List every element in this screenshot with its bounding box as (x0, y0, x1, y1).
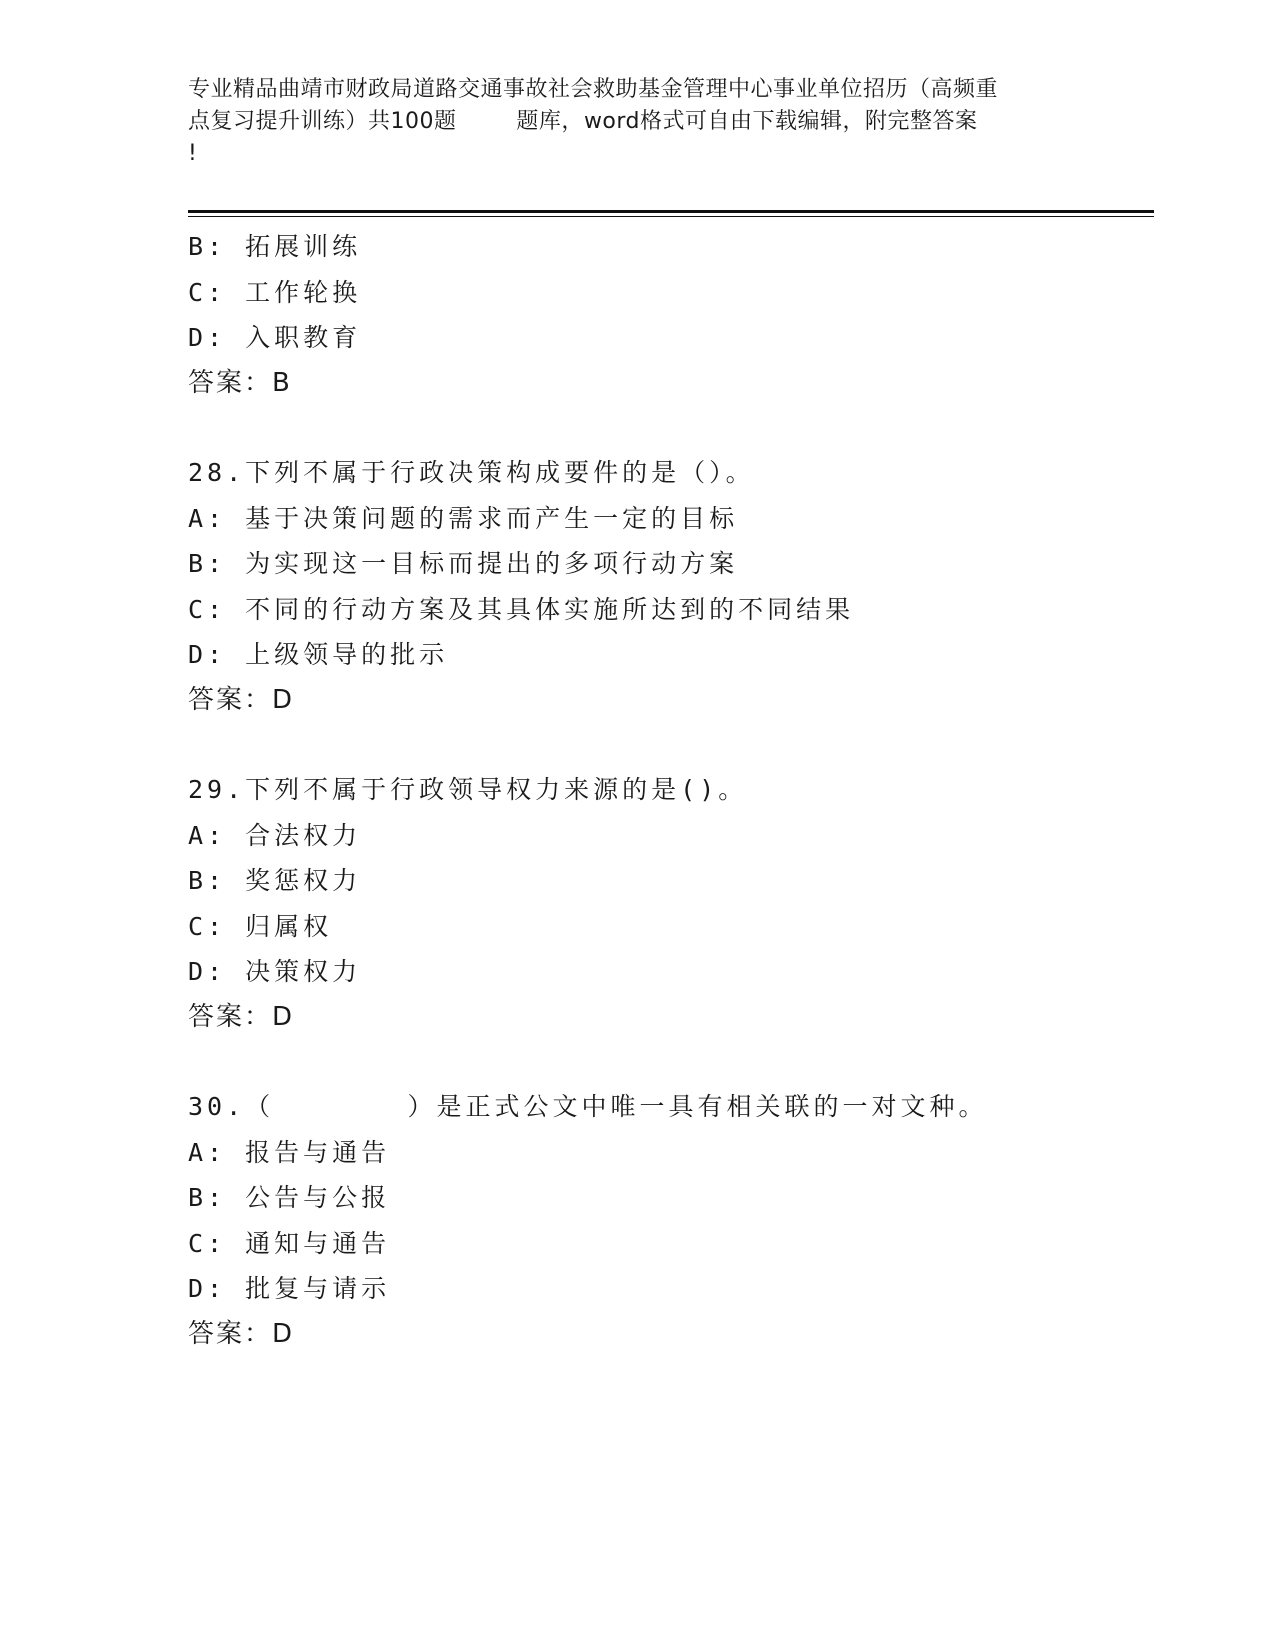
option-d: D: 批复与请示 (188, 1274, 391, 1303)
option-d: D: 入职教育 (188, 323, 362, 352)
answer-label: 答案：D (188, 684, 295, 715)
header-divider-thick (188, 210, 1154, 213)
answer-label: 答案：D (188, 1318, 295, 1349)
option-b: B: 为实现这一目标而提出的多项行动方案 (188, 549, 739, 578)
question-text: 28.下列不属于行政决策构成要件的是（）。 (188, 458, 755, 487)
question-30 (188, 1084, 1148, 1357)
option-d: D: 上级领导的批示 (188, 640, 449, 669)
question-28 (188, 450, 1148, 723)
question-text: 29.下列不属于行政领导权力来源的是()。 (188, 775, 748, 804)
option-d: D: 决策权力 (188, 957, 362, 986)
option-a: A: 报告与通告 (188, 1137, 391, 1167)
answer-label: 答案：D (188, 1001, 295, 1032)
option-b: B: 奖惩权力 (188, 866, 362, 895)
question-27-tail (188, 224, 1148, 406)
question-text: 30.（ ）是正式公文中唯一具有相关联的一对文种。 (188, 1092, 988, 1121)
spacer (188, 1040, 1148, 1084)
header-line-1: 专业精品曲靖市财政局道路交通事故社会救助基金管理中心事业单位招历（高频重 (188, 77, 999, 102)
answer-label: 答案：B (188, 367, 292, 398)
option-c: C: 工作轮换 (188, 277, 362, 307)
document-header (188, 74, 1088, 170)
option-c: C: 归属权 (188, 911, 333, 941)
header-divider-thin (188, 216, 1154, 217)
spacer (188, 406, 1148, 450)
option-b: B: 拓展训练 (188, 232, 362, 261)
option-c: C: 不同的行动方案及其具体实施所达到的不同结果 (188, 594, 855, 624)
option-b: B: 公告与公报 (188, 1183, 391, 1212)
option-c: C: 通知与通告 (188, 1228, 391, 1258)
question-29 (188, 767, 1148, 1040)
question-list (188, 224, 1148, 1357)
header-line-3: ! (188, 141, 198, 166)
option-a: A: 合法权力 (188, 820, 362, 850)
spacer (188, 723, 1148, 767)
option-a: A: 基于决策问题的需求而产生一定的目标 (188, 503, 739, 533)
header-line-2: 点复习提升训练）共100题 题库，word格式可自由下载编辑，附完整答案 (188, 109, 978, 134)
